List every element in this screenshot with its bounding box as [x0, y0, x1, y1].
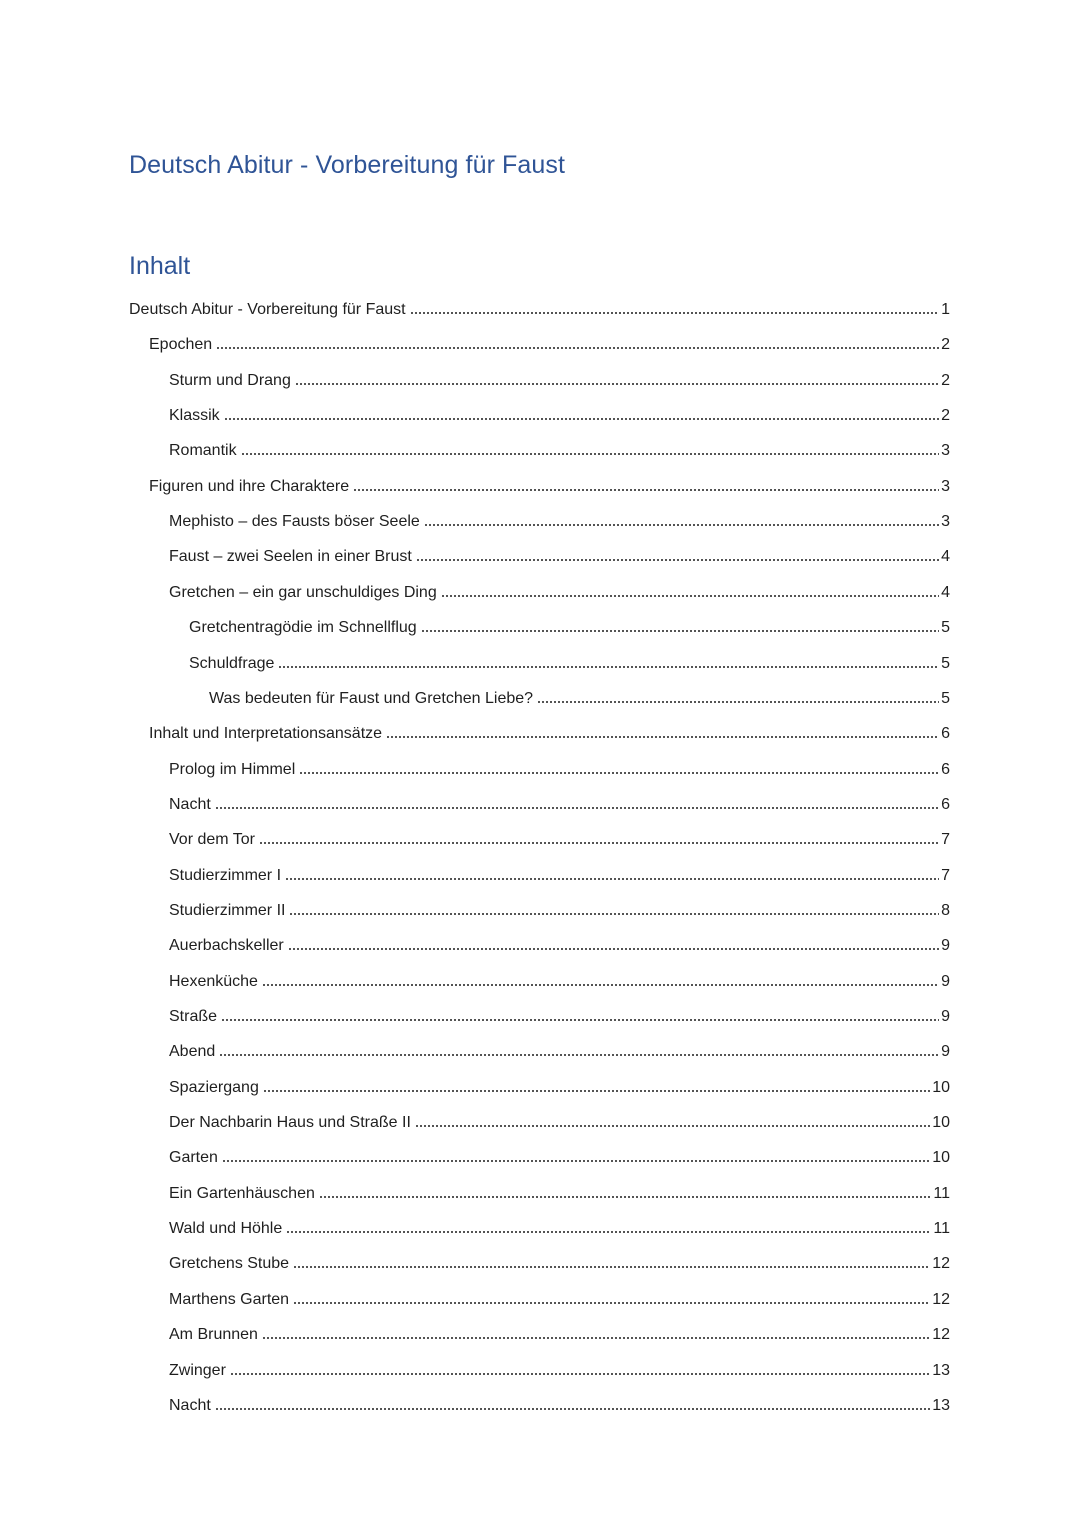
dot-leader — [259, 841, 939, 845]
toc-entry[interactable] — [169, 1098, 950, 1133]
dot-leader — [215, 1407, 930, 1411]
toc-entry-label: Straße — [169, 1008, 218, 1025]
toc-entry-label: Nacht — [169, 795, 211, 813]
toc-entry[interactable] — [149, 709, 950, 744]
toc-entry[interactable] — [169, 356, 950, 391]
toc-entry-label: Mephisto – des Fausts böser Seele — [169, 513, 420, 531]
toc-entry-page-number: 13 — [932, 1361, 950, 1379]
toc-entry[interactable] — [169, 426, 950, 461]
toc-entry-label: Figuren und ihre Charaktere — [149, 477, 350, 495]
dot-leader — [295, 382, 939, 386]
toc-entry-label: Studierzimmer I — [169, 866, 282, 884]
toc-entry[interactable] — [169, 745, 950, 780]
toc-entry-label: Zwinger — [169, 1361, 226, 1379]
dot-leader — [421, 629, 939, 633]
dot-leader — [222, 1159, 930, 1163]
toc-entry[interactable] — [169, 568, 950, 603]
toc-entry-page-number: 8 — [941, 901, 950, 919]
dot-leader — [537, 700, 939, 704]
document-title: Deutsch Abitur - Vorbereitung für Faust — [129, 151, 566, 179]
toc-entry-page-number: 6 — [941, 795, 950, 813]
dot-leader — [219, 1053, 939, 1057]
dot-leader — [278, 665, 939, 669]
toc-entry-label: Gretchen – ein gar unschuldiges Ding — [169, 583, 437, 601]
toc-entry-page-number: 11 — [933, 1184, 950, 1202]
toc-entry[interactable] — [189, 603, 950, 638]
toc-entry-label: Sturm und Drang — [169, 371, 291, 389]
dot-leader — [286, 1230, 931, 1234]
dot-leader — [263, 1089, 930, 1093]
dot-leader — [285, 877, 939, 881]
toc-entry-label: Epochen — [149, 336, 213, 354]
toc-entry-page-number: 3 — [941, 513, 950, 531]
toc-entry-label: Spaziergang — [169, 1078, 259, 1096]
dot-leader — [230, 1372, 930, 1376]
dot-leader — [293, 1301, 930, 1305]
toc-entry[interactable] — [169, 815, 950, 850]
toc-entry-label: Klassik — [169, 407, 220, 425]
toc-entry-label: Auerbachskeller — [169, 937, 284, 955]
toc-entry-label: Garten — [169, 1149, 218, 1167]
toc-entry[interactable] — [189, 639, 950, 674]
toc-entry[interactable] — [169, 497, 950, 532]
toc-entry-label: Abend — [169, 1043, 216, 1061]
toc-entry-page-number: 7 — [941, 866, 950, 884]
toc-entry-label: Faust – zwei Seelen in einer Brust — [169, 548, 412, 566]
toc-entry-page-number: 3 — [941, 442, 950, 460]
toc-heading: Inhalt — [129, 252, 191, 280]
dot-leader — [416, 558, 939, 562]
toc-entry[interactable] — [209, 674, 950, 709]
dot-leader — [221, 1018, 939, 1022]
dot-leader — [241, 452, 939, 456]
dot-leader — [216, 346, 939, 350]
toc-entry-label: Ein Gartenhäuschen — [169, 1184, 315, 1202]
toc-entry-page-number: 12 — [932, 1255, 950, 1273]
toc-entry[interactable] — [169, 886, 950, 921]
toc-entry-page-number: 9 — [941, 937, 950, 955]
dot-leader — [293, 1265, 930, 1269]
toc-entry[interactable] — [169, 921, 950, 956]
toc-entry-label: Nacht — [169, 1396, 211, 1414]
toc-entry-page-number: 6 — [941, 760, 950, 778]
dot-leader — [262, 1336, 930, 1340]
toc-entry[interactable] — [169, 1169, 950, 1204]
toc-entry-page-number: 10 — [932, 1078, 950, 1096]
toc-entry-label: Der Nachbarin Haus und Straße II — [169, 1114, 411, 1132]
toc-entry-page-number: 9 — [941, 1043, 950, 1061]
toc-entry-label: Wald und Höhle — [169, 1220, 283, 1238]
toc-entry[interactable] — [149, 320, 950, 355]
toc-entry[interactable] — [169, 1133, 950, 1168]
toc-entry-page-number: 12 — [932, 1290, 950, 1308]
toc-entry[interactable] — [169, 1204, 950, 1239]
toc-entry[interactable] — [129, 285, 950, 320]
toc-entry-page-number: 11 — [933, 1220, 950, 1238]
dot-leader — [410, 311, 939, 315]
toc-entry-label: Was bedeuten für Faust und Gretchen Liebe? — [209, 689, 534, 707]
toc-entry-page-number: 2 — [941, 371, 950, 389]
toc-entry-label: Gretchentragödie im Schnellflug — [189, 619, 417, 637]
toc-entry-page-number: 12 — [932, 1326, 950, 1344]
toc-entry-page-number: 2 — [941, 336, 950, 354]
toc-entry-label: Schuldfrage — [189, 654, 275, 672]
toc-entry-label: Romantik — [169, 442, 237, 460]
toc-entry-page-number: 10 — [932, 1149, 950, 1167]
dot-leader — [353, 488, 939, 492]
toc-entry-page-number: 9 — [941, 1008, 950, 1025]
dot-leader — [386, 735, 939, 739]
toc-entry-label: Hexenküche — [169, 972, 258, 990]
toc-entry[interactable] — [169, 1346, 950, 1381]
toc-entry[interactable] — [169, 1310, 950, 1345]
dot-leader — [224, 417, 939, 421]
dot-leader — [215, 806, 939, 810]
toc-entry-label: Am Brunnen — [169, 1326, 258, 1344]
toc-entry[interactable] — [169, 957, 950, 992]
dot-leader — [262, 983, 939, 987]
toc-entry-page-number: 7 — [941, 831, 950, 849]
toc-entry-page-number: 1 — [941, 301, 950, 318]
toc-entry-label: Marthens Garten — [169, 1290, 290, 1308]
dot-leader — [424, 523, 939, 527]
toc-entry-page-number: 13 — [932, 1396, 950, 1414]
dot-leader — [415, 1124, 930, 1128]
toc-entry-page-number: 6 — [941, 725, 950, 743]
toc-entry-page-number: 10 — [932, 1114, 950, 1132]
toc-entry[interactable] — [169, 851, 950, 886]
toc-entry[interactable] — [169, 1239, 950, 1274]
toc-entry[interactable] — [169, 992, 950, 1027]
toc-entry-page-number: 5 — [941, 689, 950, 707]
toc-entry-label: Vor dem Tor — [169, 831, 255, 849]
toc-entry-label: Deutsch Abitur - Vorbereitung für Faust — [129, 301, 406, 318]
dot-leader — [441, 594, 939, 598]
toc-entry-label: Studierzimmer II — [169, 901, 286, 919]
toc-entry[interactable] — [169, 1381, 950, 1416]
toc-entry-page-number: 2 — [941, 407, 950, 425]
toc-entry-label: Gretchens Stube — [169, 1255, 290, 1273]
toc-entry-page-number: 4 — [941, 583, 950, 601]
toc-entry-label: Inhalt und Interpretationsansätze — [149, 725, 383, 743]
toc-entry-page-number: 4 — [941, 548, 950, 566]
toc-entry-page-number: 5 — [941, 654, 950, 672]
toc-entry-label: Prolog im Himmel — [169, 760, 296, 778]
toc-entry[interactable] — [149, 462, 950, 497]
toc-entry[interactable] — [169, 780, 950, 815]
toc-entry[interactable] — [169, 1027, 950, 1062]
toc-entry-page-number: 9 — [941, 972, 950, 990]
dot-leader — [319, 1195, 932, 1199]
toc-entry-page-number: 5 — [941, 619, 950, 637]
dot-leader — [288, 947, 939, 951]
toc-entry-page-number: 3 — [941, 477, 950, 495]
dot-leader — [299, 771, 939, 775]
toc-entry[interactable] — [169, 1275, 950, 1310]
dot-leader — [289, 912, 939, 916]
toc-entry[interactable] — [169, 532, 950, 567]
toc-entry[interactable] — [169, 1063, 950, 1098]
toc-entry[interactable] — [169, 391, 950, 426]
